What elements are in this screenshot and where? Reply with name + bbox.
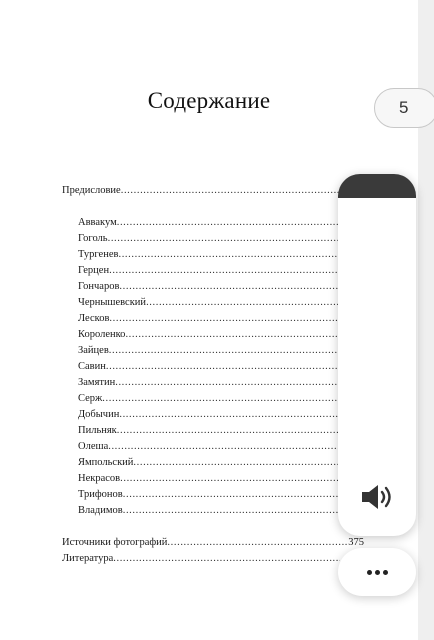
toc-item-label: Источники фотографий — [62, 537, 168, 548]
toc-leader-dots — [108, 233, 340, 244]
toc-item-label: Зайцев — [78, 345, 109, 356]
toc-item[interactable] — [78, 345, 340, 359]
toc-leader-dots — [108, 441, 340, 452]
toc-leader-dots — [106, 361, 340, 372]
toc-item-label: Литература — [62, 553, 114, 564]
toc-leader-dots — [117, 425, 340, 436]
toc-item-label: Пильняк — [78, 425, 117, 436]
toc-item[interactable] — [78, 361, 340, 375]
toc-leader-dots — [118, 249, 340, 260]
toc-item[interactable] — [78, 265, 340, 279]
speaker-icon[interactable] — [360, 482, 396, 512]
toc-leader-dots — [123, 505, 340, 516]
toc-item-page: 375 — [348, 537, 364, 548]
toc-leader-dots — [119, 281, 340, 292]
toc-item[interactable] — [78, 489, 340, 503]
toc-item-label: Ямпольский — [78, 457, 134, 468]
toc-item[interactable] — [78, 329, 340, 343]
toc-item[interactable] — [78, 425, 340, 439]
toc-item-label: Короленко — [78, 329, 126, 340]
toc-item-label: Лесков — [78, 313, 110, 324]
toc-leader-dots — [146, 297, 340, 308]
toc-item-label: Добычин — [78, 409, 120, 420]
toc-item[interactable] — [78, 473, 340, 487]
toc-leader-dots — [102, 393, 340, 404]
toc-leader-dots — [167, 537, 348, 548]
page-number: 5 — [399, 98, 409, 117]
toc-item-label: Чернышевский — [78, 297, 147, 308]
toc-item[interactable] — [62, 537, 364, 551]
toc-item[interactable] — [78, 505, 340, 519]
toc-leader-dots — [121, 185, 340, 196]
toc-item[interactable] — [78, 457, 340, 471]
toc-item-label: Аввакум — [78, 217, 117, 228]
toc-item-label: Предисловие — [62, 185, 121, 196]
toc-item[interactable] — [78, 393, 340, 407]
toc-item-label: Некрасов — [78, 473, 121, 484]
toc-item-label: Замятин — [78, 377, 116, 388]
toc-item[interactable] — [78, 217, 340, 231]
toc-leader-dots — [115, 377, 340, 388]
toc-item-label: Гоголь — [78, 233, 108, 244]
more-options-icon — [375, 570, 380, 575]
toc-item[interactable] — [78, 233, 340, 247]
toc-item-label: Тургенев — [78, 249, 119, 260]
toc-leader-dots — [120, 473, 340, 484]
toc-item-label: Савин — [78, 361, 106, 372]
audio-player-panel[interactable] — [338, 174, 416, 536]
toc-item-label: Трифонов — [78, 489, 123, 500]
toc-leader-dots — [109, 265, 340, 276]
toc-leader-dots — [109, 313, 340, 324]
toc-item[interactable] — [78, 377, 340, 391]
toc-item-label: Владимов — [78, 505, 123, 516]
toc-item[interactable] — [78, 249, 340, 263]
page-number-badge[interactable] — [374, 88, 434, 128]
toc-leader-dots — [109, 345, 340, 356]
toc-leader-dots — [125, 329, 340, 340]
toc-item[interactable] — [78, 441, 340, 455]
toc-item[interactable] — [78, 409, 340, 423]
toc-leader-dots — [117, 217, 340, 228]
page-title: Содержание — [147, 88, 271, 113]
player-header — [338, 174, 416, 198]
toc-item-label: Серж — [78, 393, 103, 404]
toc-leader-dots — [119, 409, 340, 420]
more-options-icon — [367, 570, 372, 575]
toc-item[interactable] — [78, 281, 340, 295]
toc-leader-dots — [133, 457, 340, 468]
toc-item[interactable] — [62, 185, 340, 199]
toc-leader-dots — [123, 489, 340, 500]
toc-item[interactable] — [78, 313, 340, 327]
toc-item-label: Олеша — [78, 441, 109, 452]
toc-leader-dots — [113, 553, 340, 564]
toc-item[interactable] — [78, 297, 340, 311]
more-options-icon — [383, 570, 388, 575]
toc-item-label: Гончаров — [78, 281, 120, 292]
toc-item-label: Герцен — [78, 265, 110, 276]
toc-item[interactable] — [62, 553, 340, 567]
more-options-button[interactable] — [338, 548, 416, 596]
